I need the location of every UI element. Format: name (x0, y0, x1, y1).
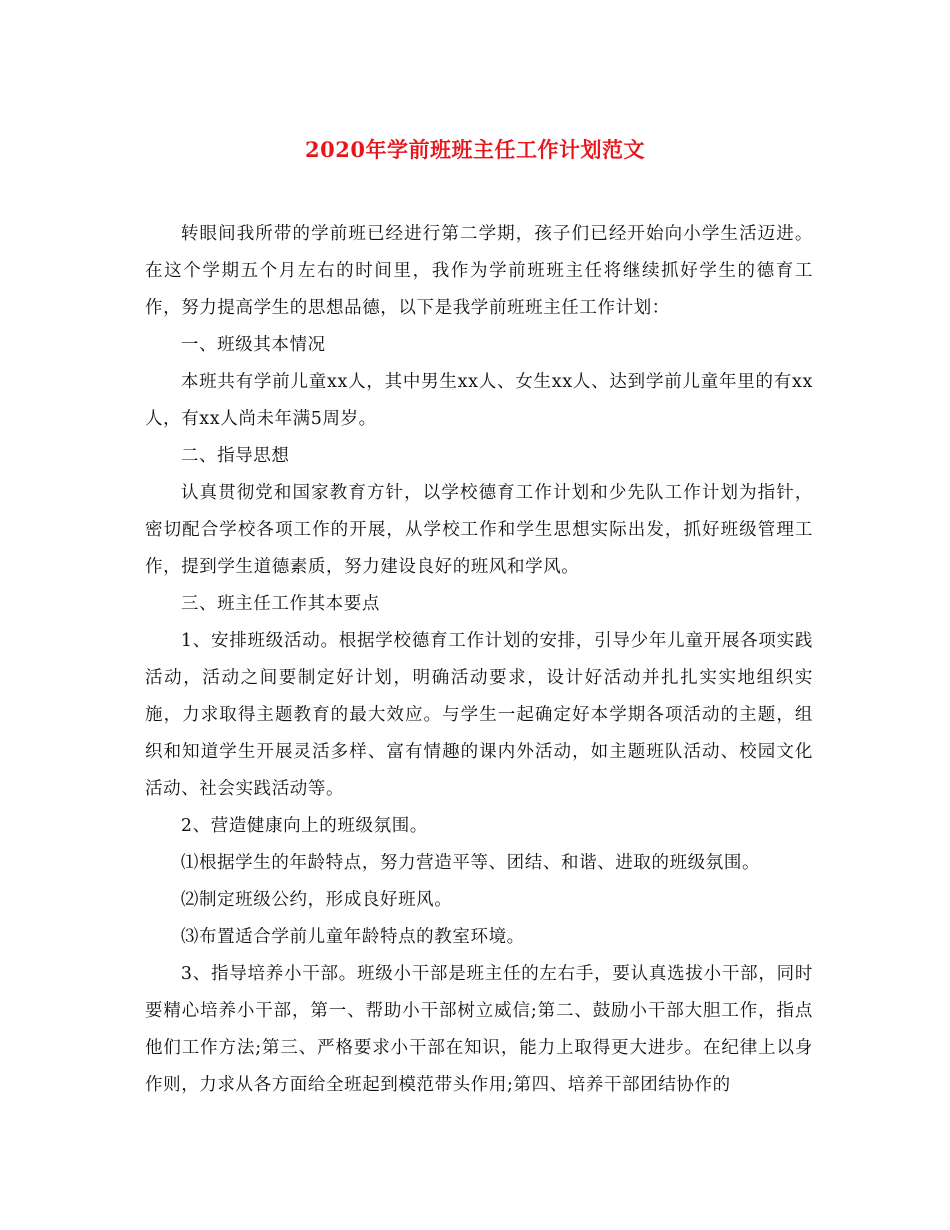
paragraph-point-3: 3、指导培养小干部。班级小干部是班主任的左右手，要认真选拔小干部，同时要精心培养小干部，第一、帮助小干部树立威信;第二、鼓励小干部大胆工作，指点他们工作方法;第三、严格要求小干部在知识，能力上取得更大进步。在纪律上以身作则，力求从各方面给全班起到模范带头作用;第四、培养干部团结协作的 (145, 964, 813, 1095)
paragraph-point-2-sub-1: ⑴根据学生的年龄特点，努力营造平等、团结、和谐、进取的班级氛围。 (180, 853, 761, 873)
paragraph-class-situation: 本班共有学前儿童xx人，其中男生xx人、女生xx人、达到学前儿童年里的有xx人，有xx人尚未年满5周岁。 (145, 372, 813, 429)
paragraph-point-2: 2、营造健康向上的班级氛围。 (180, 816, 428, 836)
paragraph-point-2-sub-3: ⑶布置适合学前儿童年龄特点的教室环境。 (180, 927, 525, 947)
paragraph-point-2-sub-2: ⑵制定班级公约，形成良好班风。 (180, 890, 453, 910)
document-body (145, 216, 813, 1104)
heading-key-points: 三、班主任工作其本要点 (180, 594, 380, 614)
paragraph-intro: 转眼间我所带的学前班已经进行第二学期，孩子们已经开始向小学生活迈进。在这个学期五个月左右的时间里，我作为学前班班主任将继续抓好学生的德育工作，努力提高学生的思想品德，以下是我学前班班主任工作计划： (145, 224, 813, 318)
paragraph-point-1: 1、安排班级活动。根据学校德育工作计划的安排，引导少年儿童开展各项实践活动，活动之间要制定好计划，明确活动要求，设计好活动并扎扎实实地组织实施，力求取得主题教育的最大效应。与学生一起确定好本学期各项活动的主题，组织和知道学生开展灵活多样、富有情趣的课内外活动，如主题班队活动、校园文化活动、社会实践活动等。 (145, 631, 813, 799)
heading-class-situation: 一、班级其本情况 (180, 335, 326, 355)
document-title: 2020年学前班班主任工作计划范文 (305, 137, 645, 162)
heading-guiding-thought: 二、指导思想 (180, 446, 290, 466)
paragraph-guiding-thought: 认真贯彻党和国家教育方针，以学校德育工作计划和少先队工作计划为指针，密切配合学校各项工作的开展，从学校工作和学生思想实际出发，抓好班级管理工作，提到学生道德素质，努力建设良好的班风和学风。 (145, 483, 813, 577)
